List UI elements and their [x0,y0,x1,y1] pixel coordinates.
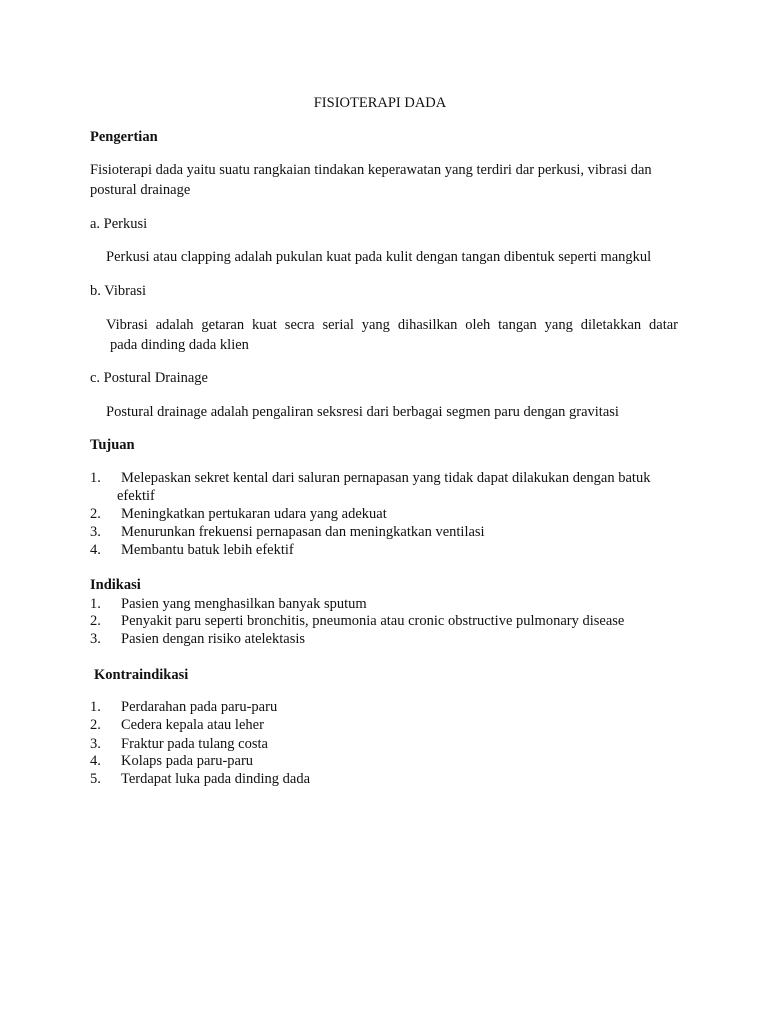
list-item-text: Kolaps pada paru-paru [121,753,254,769]
postural-text: Postural drainage adalah pengaliran seksresi dari berbagai segmen paru dengan gravitasi [106,404,619,420]
list-item-text: Melepaskan sekret kental dari saluran pernapasan yang tidak dapat dilakukan dengan batuk [121,470,651,486]
tujuan-heading: Tujuan [90,437,135,453]
list-item-text-continued: efektif [117,488,155,504]
indikasi-heading: Indikasi [90,577,141,593]
perkusi-text: Perkusi atau clapping adalah pukulan kuat pada kulit dengan tangan dibentuk seperti mangkul [106,249,652,265]
perkusi-label: a. Perkusi [90,216,148,232]
list-number: 2. [90,506,101,522]
list-item-text: Terdapat luka pada dinding dada [121,771,311,787]
list-number: 3. [90,524,101,540]
list-number: 4. [90,753,101,769]
list-number: 1. [90,596,101,612]
pengertian-paragraph-line1: Fisioterapi dada yaitu suatu rangkaian tindakan keperawatan yang terdiri dar perkusi, vibrasi dan [90,162,652,178]
pengertian-heading: Pengertian [90,129,158,145]
list-item-text: Penyakit paru seperti bronchitis, pneumonia atau cronic obstructive pulmonary disease [121,613,625,629]
vibrasi-label: b. Vibrasi [90,283,147,299]
vibrasi-text-line2: pada dinding dada klien [110,337,249,353]
pengertian-paragraph-line2: postural drainage [90,182,191,198]
list-item-text: Membantu batuk lebih efektif [121,542,294,558]
list-item-text: Fraktur pada tulang costa [121,736,268,752]
list-number: 4. [90,542,101,558]
list-item-text: Menurunkan frekuensi pernapasan dan meningkatkan ventilasi [121,524,485,540]
list-number: 2. [90,613,101,629]
list-number: 3. [90,736,101,752]
document-title: FISIOTERAPI DADA [313,95,447,111]
list-number: 1. [90,470,101,486]
vibrasi-text-line1: Vibrasi adalah getaran kuat secra serial yang dihasilkan oleh tangan yang diletakkan datar [106,317,678,333]
list-item-text: Cedera kepala atau leher [121,717,264,733]
postural-label: c. Postural Drainage [90,370,208,386]
list-item-text: Pasien yang menghasilkan banyak sputum [121,596,367,612]
list-number: 1. [90,699,101,715]
kontraindikasi-heading: Kontraindikasi [94,667,189,683]
list-item-text: Perdarahan pada paru-paru [121,699,278,715]
list-item-text: Pasien dengan risiko atelektasis [121,631,306,647]
list-number: 2. [90,717,101,733]
list-item-text: Meningkatkan pertukaran udara yang adekuat [121,506,387,522]
list-number: 5. [90,771,101,787]
list-number: 3. [90,631,101,647]
